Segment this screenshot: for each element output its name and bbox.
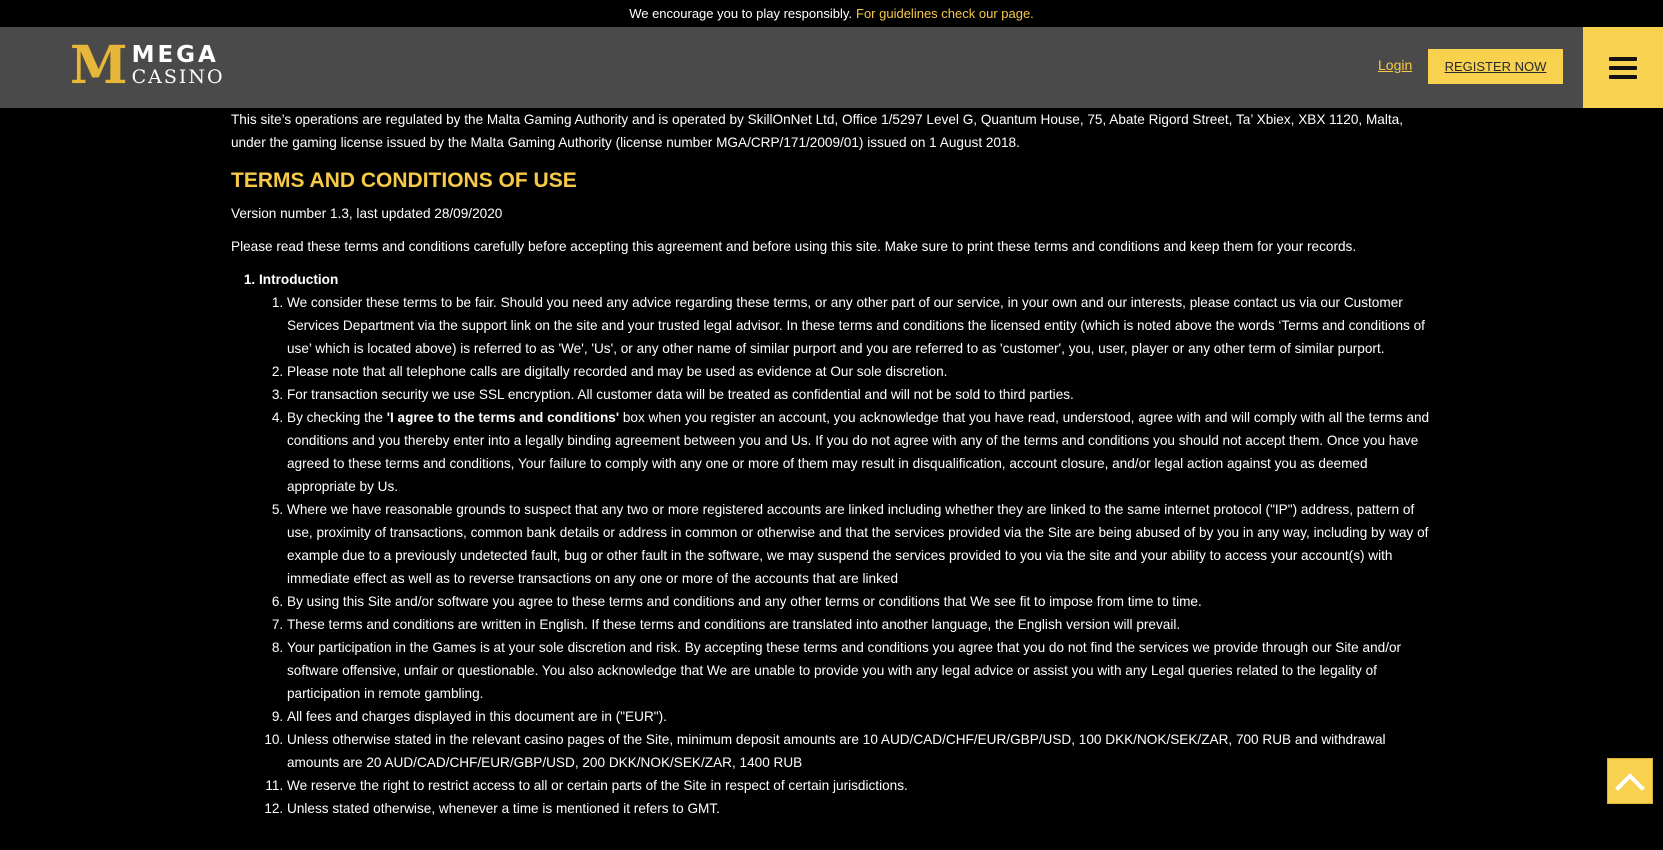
terms-sections — [231, 268, 1434, 820]
clause-item: 12. Unless stated otherwise, whenever a time is mentioned it refers to GMT. — [287, 797, 1434, 820]
clause-item: 6. By using this Site and/or software you agree to these terms and conditions and any other terms or conditions that We see fit to impose from time to time. — [287, 590, 1434, 613]
clause-item: 9. All fees and charges displayed in this document are in ("EUR"). — [287, 705, 1434, 728]
regulation-notice: This site’s operations are regulated by the Malta Gaming Authority and is operated by SkillOnNet Ltd, Office 1/5297 Level G, Quantum House, 75, Abate Rigord Street, Ta’ Xbiex, XBX 1120, Malta, under the gaming license issued by the Malta Gaming Authority (license number MGA/CRP/171/2009/01) issued on 1 August 2018. — [231, 112, 1403, 150]
mega-casino-logo[interactable] — [70, 35, 225, 96]
clause-emphasis: 'I agree to the terms and conditions' — [386, 410, 620, 425]
clause-item: 1. We consider these terms to be fair. Should you need any advice regarding these terms, or any other part of our service, in your own and our interests, please contact us via our Customer Services Department via the support link on the site and your trusted legal advisor. In these terms and conditions the licensed entity (which is noted above the words ‘Terms and conditions of use’ which is located above) is referred to as 'We', 'Us', or any other name of similar purport and you are referred to as 'customer', you, user, player or any other term of similar purport. — [287, 291, 1434, 360]
section-title: Introduction — [259, 272, 339, 287]
terms-content — [231, 108, 1434, 820]
clause-item: 11. We reserve the right to restrict access to all or certain parts of the Site in respect of certain jurisdictions. — [287, 774, 1434, 797]
clause-item: 3. For transaction security we use SSL encryption. All customer data will be treated as confidential and will not be sold to third parties. — [287, 383, 1434, 406]
site-header — [0, 27, 1663, 108]
intro-text: Please read these terms and conditions carefully before accepting this agreement and before using this site. Make sure to print these terms and conditions and keep them for your records. — [231, 239, 1357, 254]
responsible-gaming-bar — [0, 0, 1663, 27]
page-title: TERMS AND CONDITIONS OF USE — [231, 169, 577, 192]
introduction-clauses — [259, 291, 1434, 820]
clause-item: 8. Your participation in the Games is at your sole discretion and risk. By accepting these terms and conditions you agree that you do not find the services we provide through our Site and/or software offensive, unfair or questionable. You also acknowledge that We are unable to provide you with any legal advice or assist you with any Legal queries related to the legality of participation in remote gambling. — [287, 636, 1434, 705]
clause-item: 2. Please note that all telephone calls are digitally recorded and may be used as evidence at Our sole discretion. — [287, 360, 1434, 383]
logo-mark: M — [70, 35, 128, 96]
clause-item: 7. These terms and conditions are written in English. If these terms and conditions are translated into another language, the English version will prevail. — [287, 613, 1434, 636]
clause-item: 5. Where we have reasonable grounds to suspect that any two or more registered accounts are linked including whether they are linked to the same internet protocol ("IP") address, pattern of use, proximity of transactions, common bank details or address in common or otherwise and that the services provided via the Site are being abused of by you in any way, including by way of example due to a previously undetected fault, bug or other fault in the software, we may suspend the services provided to you via the site and your ability to access your account(s) with immediate effect as well as to reverse transactions on any one or more of the accounts that are linked — [287, 498, 1434, 590]
section-introduction — [259, 268, 1434, 820]
version-info: Version number 1.3, last updated 28/09/2020 — [231, 206, 503, 221]
logo-wordmark — [132, 44, 225, 88]
clause-text: By checking the — [287, 410, 387, 425]
responsible-gaming-text: We encourage you to play responsibly. — [629, 6, 853, 21]
menu-button[interactable] — [1583, 27, 1663, 108]
guidelines-link[interactable]: For guidelines check our page. — [856, 6, 1034, 21]
clause-item — [287, 406, 1434, 498]
clause-item: 10. Unless otherwise stated in the relevant casino pages of the Site, minimum deposit amounts are 10 AUD/CAD/CHF/EUR/GBP/USD, 100 DKK/NOK/SEK/ZAR, 700 RUB and withdrawal amounts are 20 AUD/CAD/CHF/EUR/GBP/USD, 200 DKK/NOK/SEK/ZAR, 1400 RUB — [287, 728, 1434, 774]
register-now-button[interactable]: REGISTER NOW — [1428, 49, 1563, 84]
scroll-to-top-button[interactable] — [1607, 758, 1653, 804]
clause-text: box when you register an account, you acknowledge that you have read, understood, agree with and will comply with all the terms and conditions and you thereby enter into a legally binding agreement between you and Us. If you do not agree with any of the terms and conditions you should not accept them. Once you have agreed to these terms and conditions, Your failure to comply with any one or more of them may result in disqualification, account closure, and/or legal action against you as deemed appropriate by Us. — [287, 410, 1430, 494]
login-link[interactable]: Login — [1378, 57, 1413, 73]
hamburger-icon — [1609, 52, 1637, 84]
logo-line-mega: MEGA — [131, 42, 219, 68]
logo-line-casino: CASINO — [131, 66, 225, 88]
chevron-up-icon — [1615, 771, 1645, 791]
